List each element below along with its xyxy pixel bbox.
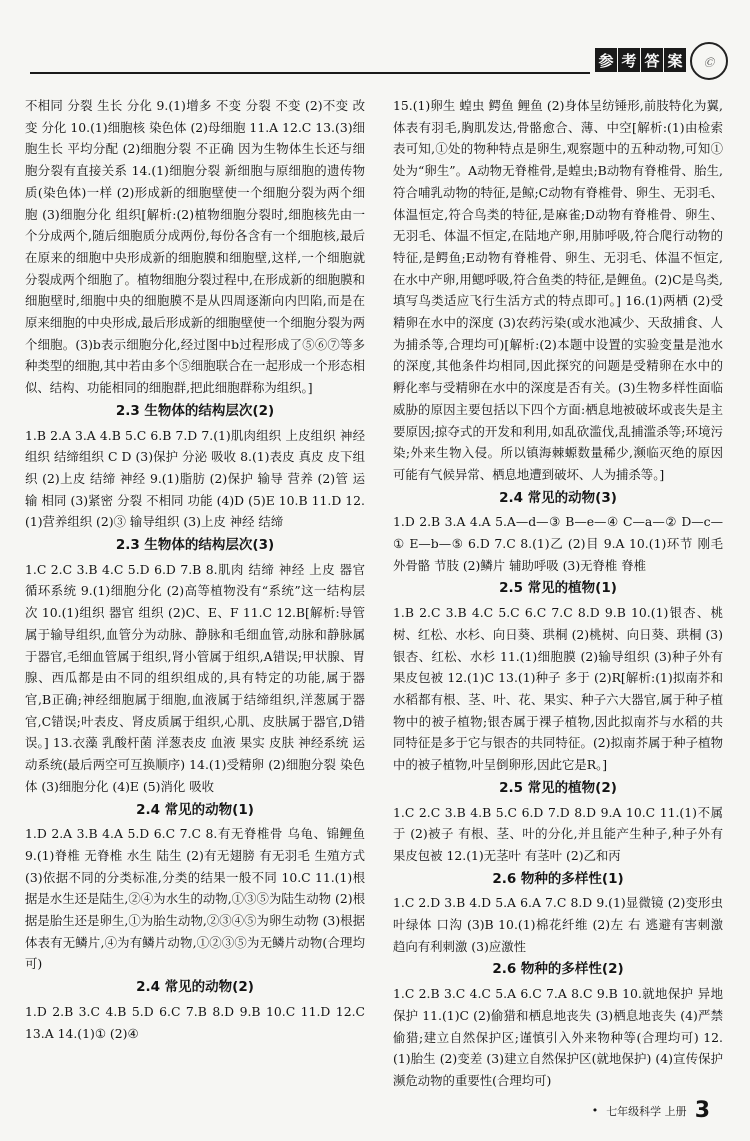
answer-paragraph: 1.C 2.D 3.B 4.D 5.A 6.A 7.C 8.D 9.(1)显微镜 (2)变形虫 叶绿体 口沟 (3)B 10.(1)棉花纤维 (2)左 右 逃避有害刺激 趋向有利刺激 (3)应激性 [393,895,723,954]
footer-grade: 七年级科学 上册 [606,1104,687,1118]
answer-paragraph: 1.C 2.B 3.C 4.C 5.A 6.C 7.A 8.C 9.B 10.就地保护 异地保护 11.(1)C (2)偷猎和栖息地丧失 (3)栖息地丧失 (4)严禁偷猎;建立自然保护区;谨慎引入外来物种等(合理均可) 12.(1)胎生 (2)变差 (3)建立自然保护区(就地保护) (4)宣传保护濒危动物的重要性(合理均可) [393,986,723,1088]
answer-paragraph: 1.D 2.A 3.B 4.A 5.D 6.C 7.C 8.有无脊椎骨 乌龟、锦鲤鱼 9.(1)脊椎 无脊椎 水生 陆生 (2)有无翅膀 有无羽毛 生殖方式 (3)依据不同的分类标准,分类的结果一般不同 10.C 11.(1)根据是水生还是陆生,②④为水生的动物,①③⑤为陆生动物 (2)根据是胎生还是卵生,①为胎生动物,②③④⑤为卵生动物 (3)根据体表有无鳞片,④为有鳞片动物,①②③⑤为无鳞片动物(合理均可) [25,826,365,972]
badge-char: 考 [618,48,641,72]
answer-paragraph: 1.B 2.C 3.B 4.C 5.C 6.C 7.C 8.D 9.B 10.(1)银杏、桃树、红松、水杉、向日葵、珙桐 (2)桃树、向日葵、珙桐 (3)银杏、红松、水杉 11.(1)细胞膜 (2)输导组织 (3)种子外有果皮包被 12.(1)C 13.(1)种子 多于 (2)R[解析:(1)拟南芥和水稻都有根、茎、叶、花、果实、种子六大器官,属于种子植物中的被子植物;银杏属于裸子植物,因此拟南芥与水稻的共同特征是多于它与银杏的共同特征。(2)拟南芥属于种子植物中的被子植物,叶呈倒卵形,因此它是R。] [393,605,723,773]
section-heading: 2.6 物种的多样性(1) [492,870,624,887]
answer-paragraph: 1.D 2.B 3.C 4.B 5.D 6.C 7.B 8.D 9.B 10.C 11.D 12.C 13.A 14.(1)① (2)④ [25,1003,365,1041]
page-number: 3 [694,1098,710,1123]
left-column [25,95,365,1044]
publisher-logo-icon: Ⓒ [690,42,728,80]
right-column [393,95,723,1092]
section-heading: 2.3 生物体的结构层次(2) [115,402,275,419]
section-heading: 2.3 生物体的结构层次(3) [115,537,275,554]
section-heading: 2.4 常见的动物(2) [136,979,254,996]
footer-dot: • [591,1104,599,1117]
answer-paragraph: 1.C 2.C 3.B 4.B 5.C 6.D 7.D 8.D 9.A 10.C 11.(1)不属于 (2)被子 有根、茎、叶的分化,并且能产生种子,种子外有果皮包被 12.(1)无茎叶 有茎叶 (2)乙和丙 [393,804,723,863]
header-rule [30,72,590,74]
section-heading: 2.5 常见的植物(2) [499,779,617,796]
answer-badge [595,48,687,72]
badge-char: 答 [641,48,664,72]
badge-char: 参 [595,48,618,72]
answer-paragraph: 不相同 分裂 生长 分化 9.(1)增多 不变 分裂 不变 (2)不变 改变 分化 10.(1)细胞核 染色体 (2)母细胞 11.A 12.C 13.(3)细胞生长 平均分配 (2)细胞分裂 不正确 因为生物体生长还与细胞分裂有直接关系 14.(1)细胞分裂 新细胞与原细胞的遗传物质(染色体)一样 (2)形成新的细胞壁使一个细胞分裂为两个细胞 (3)细胞分化 组织[解析:(2)植物细胞分裂时,细胞核先由一个分成两个,随后细胞质分成两份,每份各含有一个细胞核,最后在原来的细胞中央形成新的细胞膜和细胞壁,这样,一个细胞就分裂成两个细胞了。植物细胞分裂过程中,在形成新的细胞膜和细胞壁时,细胞中央的细胞膜不是从四周逐渐向内凹陷,而是在原来细胞的中央形成,最后形成新的细胞壁使一个细胞分裂为两个细胞。(3)b表示细胞分化,经过图中b过程形成了⑤⑥⑦等多种类型的细胞,其中若由多个⑤细胞联合在一起形成一个形态相似、结构、功能相同的细胞群,把此细胞群称为组织。] [25,98,365,396]
answer-paragraph: 1.B 2.A 3.A 4.B 5.C 6.B 7.D 7.(1)肌肉组织 上皮组织 神经组织 结缔组织 C D (3)保护 分泌 吸收 8.(1)表皮 真皮 皮下组织 (2)上皮 结缔 神经 9.(1)脂肪 (2)保护 输导 营养 (2)管 运输 相同 (3)紧密 分裂 不相同 功能 (4)D (5)E 10.B 11.D 12.(1)营养组织 (2)③ 输导组织 (3)上皮 神经 结缔 [25,427,365,530]
section-heading: 2.4 常见的动物(3) [499,489,617,506]
answer-paragraph: 1.D 2.B 3.A 4.A 5.A—d—③ B—e—④ C—a—② D—c—① E—b—⑤ 6.D 7.C 8.(1)乙 (2)目 9.A 10.(1)环节 刚毛 外骨骼 节肢 (2)鳞片 辅助呼吸 (3)无脊椎 脊椎 [393,514,723,573]
section-heading: 2.6 物种的多样性(2) [492,961,624,978]
answer-paragraph: 15.(1)卵生 蝗虫 鳄鱼 鲤鱼 (2)身体呈纺锤形,前肢特化为翼,体表有羽毛,胸肌发达,骨骼愈合、薄、中空[解析:(1)由检索表可知,①处的物种特点是卵生,观察题中的五种动物,可知①处为“卵生”。A动物无脊椎骨,是蝗虫;B动物有脊椎骨、胎生,符合哺乳动物的特征,是鲸;C动物有脊椎骨、卵生、无羽毛、体温恒定,符合鸟类的特征,是麻雀;D动物有脊椎骨、卵生、无羽毛、体温不恒定,在陆地产卵,用肺呼吸,符合爬行动物的特征,是鳄鱼;E动物有脊椎骨、卵生、无羽毛、体温不恒定,在水中产卵,用鳃呼吸,符合鱼类的特征,是鲤鱼。(2)C是鸟类,填写鸟类适应飞行生活方式的特点即可。] 16.(1)两栖 (2)受精卵在水中的深度 (3)农药污染(或水池减少、天敌捕食、人为捕杀等,合理均可)[解析:(2)本题中设置的实验变量是池水的深度,其他条件均相同,因此探究的问题是受精卵在水中的孵化率与受精卵在水中的深度是否有关。(3)生物多样性面临威胁的原因主要包括以下四个方面:栖息地被破坏或丧失是主要原因;掠夺式的开发和利用,如乱砍滥伐,乱捕滥杀等;环境污染;外来生物入侵。所以镇海棘螈数量稀少,濒临灭绝的原因可能有气候异常、栖息地遭到破坏、人为捕杀等。] [393,98,723,482]
badge-char: 案 [664,48,687,72]
section-heading: 2.4 常见的动物(1) [136,801,254,818]
section-heading: 2.5 常见的植物(1) [499,580,617,597]
page-footer [592,1098,710,1123]
answer-paragraph: 1.C 2.C 3.B 4.C 5.D 6.D 7.B 8.肌肉 结缔 神经 上皮 器官 循环系统 9.(1)细胞分化 (2)高等植物没有“系统”这一结构层次 10.(1)组织 器官 组织 (2)C、E、F 11.C 12.B[解析:导管属于输导组织,血管分为动脉、静脉和毛细血管,动脉和静脉属于器官,毛细血管属于组织,肾小管属于组织,A错误;甲状腺、胃腺、西瓜都是由不同的组织组成的,具有特定的功能,属于器官,B正确;神经细胞属于细胞,血液属于结缔组织,洋葱属于器官,C错误;叶表皮、肾皮质属于组织,心肌、皮肤属于器官,D错误。] 13.衣藻 乳酸杆菌 洋葱表皮 血液 果实 皮肤 神经系统 运动系统(最后两空可互换顺序) 14.(1)受精卵 (2)细胞分裂 染色体 (3)细胞分化 (4)E (5)消化 吸收 [25,561,365,794]
